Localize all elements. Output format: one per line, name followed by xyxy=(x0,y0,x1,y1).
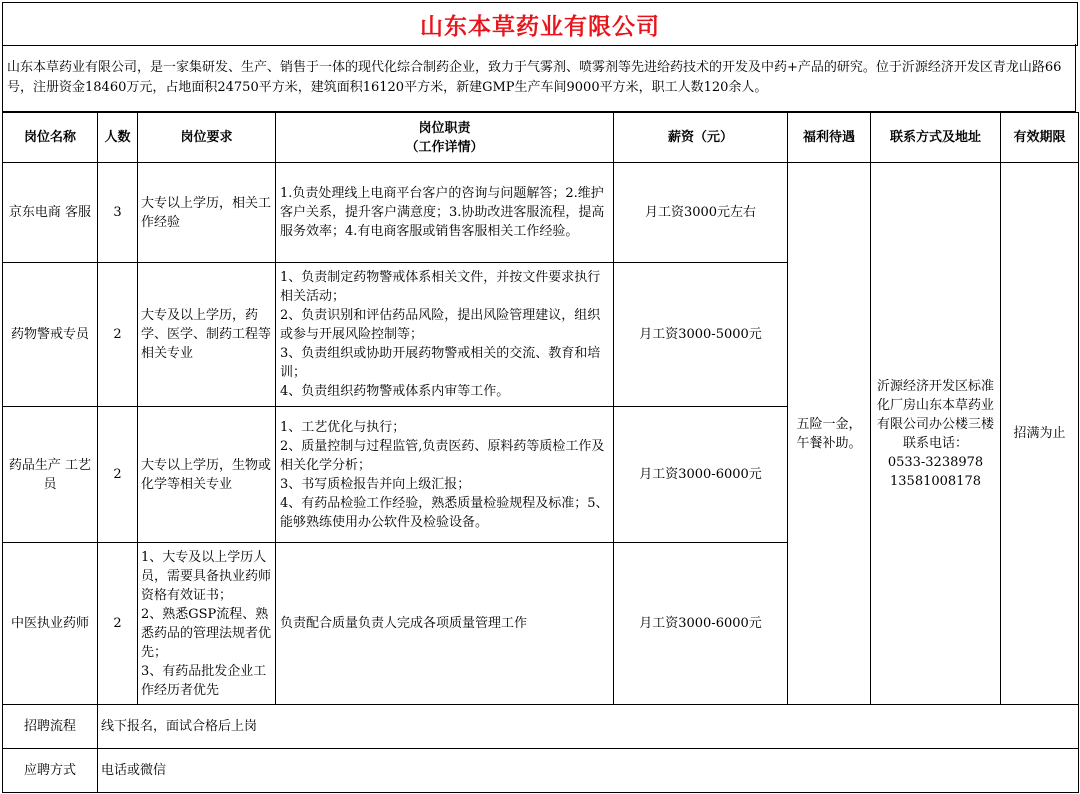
header-contact: 联系方式及地址 xyxy=(871,113,1001,163)
job-salary: 月工资3000元左右 xyxy=(614,163,788,263)
job-name: 中医执业药师 xyxy=(3,543,98,705)
duty-line: 3、书写质检报告并向上级汇报； xyxy=(280,476,471,492)
requirement-line: 3、有药品批发企业工作经历者优先 xyxy=(141,663,267,698)
contact-address: 沂源经济开发区标准化厂房山东本草药业有限公司办公楼三楼 联系电话： xyxy=(876,378,994,451)
apply-value: 电话或微信 xyxy=(98,749,1079,793)
benefits-cell: 五险一金，午餐补助。 xyxy=(788,163,871,705)
duty-line: 1.负责处理线上电商平台客户的咨询与问题解答；2.维护客户关系，提升客户满意度；3.协助改进客服流程，提高服务效率；4.有电商客服或销售客服相关工作经验。 xyxy=(280,186,605,239)
table-row xyxy=(3,163,1079,263)
apply-row xyxy=(3,749,1079,793)
apply-label: 应聘方式 xyxy=(3,749,98,793)
job-name: 药品生产 工艺员 xyxy=(3,407,98,543)
duty-line: 1、负责制定药物警戒体系相关文件，并按文件要求执行相关活动； xyxy=(280,270,601,304)
job-salary: 月工资3000-5000元 xyxy=(614,263,788,407)
job-name: 药物警戒专员 xyxy=(3,263,98,407)
validity-cell: 招满为止 xyxy=(1001,163,1079,705)
header-benefits: 福利待遇 xyxy=(788,113,871,163)
job-duties xyxy=(276,163,614,263)
contact-phone-1: 0533-3238978 xyxy=(887,454,984,470)
job-requirements xyxy=(138,543,276,705)
header-position: 岗位名称 xyxy=(3,113,98,163)
requirement-line: 1、大专及以上学历人员，需要具备执业药师资格有效证书； xyxy=(141,549,272,603)
job-salary: 月工资3000-6000元 xyxy=(614,407,788,543)
duty-line: 2、负责识别和评估药品风险，提出风险管理建议，组织或参与开展风险控制等； xyxy=(280,308,601,342)
header-duties xyxy=(276,113,614,163)
header-validity: 有效期限 xyxy=(1001,113,1079,163)
job-requirements: 大专及以上学历，药学、医学、制药工程等相关专业 xyxy=(138,263,276,407)
company-intro: 山东本草药业有限公司，是一家集研发、生产、销售于一体的现代化综合制药企业，致力于气雾剂、喷雾剂等先进给药技术的开发及中药+产品的研究。位于沂源经济开发区青龙山路66号，注册资金18460万元，占地面积24750平方米，建筑面积16120平方米，新建GMP生产车间9000平方米，职工人数120余人。 xyxy=(2,44,1076,112)
job-requirements: 大专以上学历，生物或化学等相关专业 xyxy=(138,407,276,543)
job-count: 2 xyxy=(98,263,138,407)
job-duties xyxy=(276,407,614,543)
header-duties-sub: （工作详情） xyxy=(405,139,484,155)
process-label: 招聘流程 xyxy=(3,705,98,749)
duty-line: 4、负责组织药物警戒体系内审等工作。 xyxy=(280,384,510,399)
job-duties xyxy=(276,263,614,407)
duty-line: 1、工艺优化与执行； xyxy=(280,419,406,435)
job-duties xyxy=(276,543,614,705)
company-title: 山东本草药业有限公司 xyxy=(2,2,1078,46)
job-count: 3 xyxy=(98,163,138,263)
job-requirements: 大专以上学历，相关工作经验 xyxy=(138,163,276,263)
duty-line: 负责配合质量负责人完成各项质量管理工作 xyxy=(280,616,528,631)
job-count: 2 xyxy=(98,407,138,543)
job-table xyxy=(2,112,1079,793)
process-row xyxy=(3,705,1079,749)
header-row xyxy=(3,113,1079,163)
requirement-line: 2、熟悉GSP流程、熟悉药品的管理法规者优先； xyxy=(141,606,272,660)
contact-phone-2: 13581008178 xyxy=(890,473,981,489)
job-count: 2 xyxy=(98,543,138,705)
header-count: 人数 xyxy=(98,113,138,163)
duty-line: 4、有药品检验工作经验，熟悉质量检验规程及标准；5、能够熟练使用办公软件及检验设备。 xyxy=(280,495,609,530)
duty-line: 2、质量控制与过程监管,负责医药、原料药等质检工作及相关化学分析； xyxy=(280,438,605,473)
header-salary: 薪资（元） xyxy=(614,113,788,163)
recruitment-sheet xyxy=(2,2,1078,792)
job-salary: 月工资3000-6000元 xyxy=(614,543,788,705)
contact-cell xyxy=(871,163,1001,705)
header-duties-main: 岗位职责 xyxy=(418,120,471,136)
job-name: 京东电商 客服 xyxy=(3,163,98,263)
header-requirements: 岗位要求 xyxy=(138,113,276,163)
duty-line: 3、负责组织或协助开展药物警戒相关的交流、教育和培训； xyxy=(280,346,601,380)
process-value: 线下报名，面试合格后上岗 xyxy=(98,705,1079,749)
